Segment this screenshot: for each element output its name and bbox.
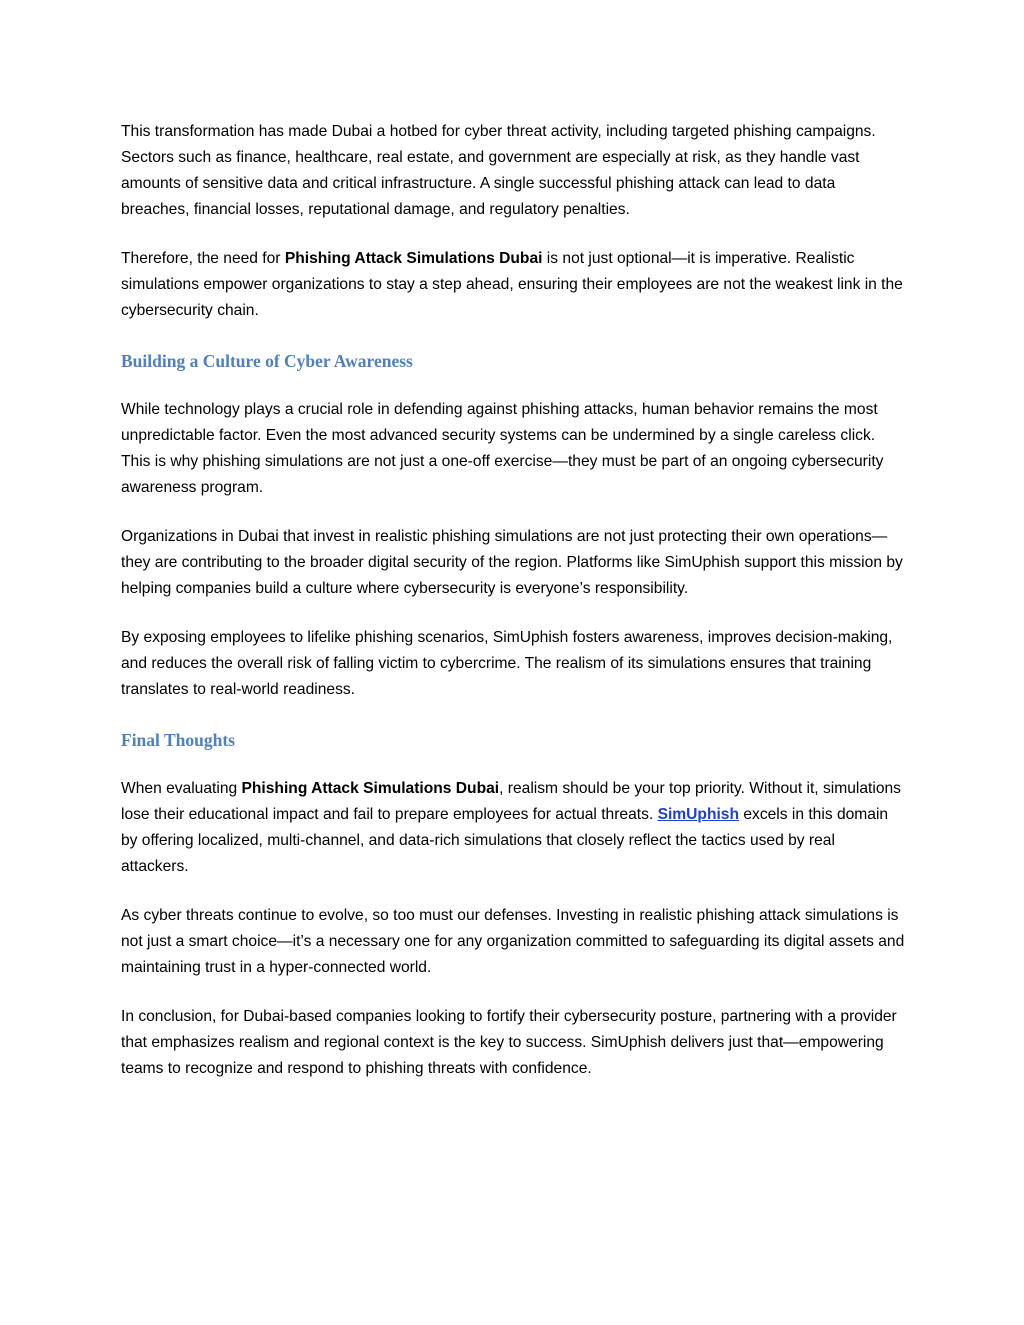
paragraph-simuphish-awareness: By exposing employees to lifelike phishing scenarios, SimUphish fosters awareness, improves decision-making, and reduces the overall risk of falling victim to cybercrime. The realism of its simulations ensures that training translates to real-world readiness.: [121, 629, 893, 698]
simuphish-link[interactable]: SimUphish: [657, 806, 740, 823]
bold-keyword: Phishing Attack Simulations Dubai: [241, 780, 500, 797]
paragraph-dubai-threats: This transformation has made Dubai a hotbed for cyber threat activity, including targeted phishing campaigns. Sectors such as finance, healthcare, real estate, and government are especially at risk, as they handle vast amounts of sensitive data and critical infrastructure. A single successful phishing attack can lead to data breaches, financial losses, reputational damage, and regulatory penalties.: [121, 123, 876, 218]
paragraph-need-for-simulations: [121, 246, 906, 324]
text-run: is not just optional—it is imperative. Realistic simulations empower organizations to stay a step ahead, ensuring their employees are not the weakest link in the cybersecurity chain.: [121, 250, 903, 319]
text-run: , realism should be your top priority. Without it, simulations lose their educational impact and fail to prepare employees for actual threats.: [121, 780, 901, 823]
paragraph-human-behavior: While technology plays a crucial role in defending against phishing attacks, human behavior remains the most unpredictable factor. Even the most advanced security systems can be undermined by a single careless click. This is why phishing simulations are not just a one-off exercise—they must be part of an ongoing cybersecurity awareness program.: [121, 401, 884, 496]
paragraph-organizations-dubai: Organizations in Dubai that invest in realistic phishing simulations are not just protecting their own operations—they are contributing to the broader digital security of the region. Platforms like SimUphish support this mission by helping companies build a culture where cybersecurity is everyone’s responsibility.: [121, 528, 903, 597]
text-run: excels in this domain by offering localized, multi-channel, and data-rich simulations that closely reflect the tactics used by real attackers.: [121, 806, 889, 875]
text-run: When evaluating: [121, 780, 242, 797]
text-run: Therefore, the need for: [121, 250, 285, 267]
section-heading-cyber-awareness: Building a Culture of Cyber Awareness: [121, 351, 413, 371]
paragraph-conclusion: In conclusion, for Dubai-based companies looking to fortify their cybersecurity posture, partnering with a provider that emphasizes realism and regional context is the key to success. SimUphish delivers just that—empowering teams to recognize and respond to phishing threats with confidence.: [121, 1008, 897, 1077]
section-heading-final-thoughts: Final Thoughts: [121, 730, 235, 750]
paragraph-evaluating-realism: [121, 776, 906, 880]
paragraph-evolving-threats: As cyber threats continue to evolve, so too must our defenses. Investing in realistic phishing attack simulations is not just a smart choice—it’s a necessary one for any organization committed to safeguarding its digital assets and maintaining trust in a hyper-connected world.: [121, 907, 905, 976]
bold-keyword: Phishing Attack Simulations Dubai: [284, 250, 543, 267]
